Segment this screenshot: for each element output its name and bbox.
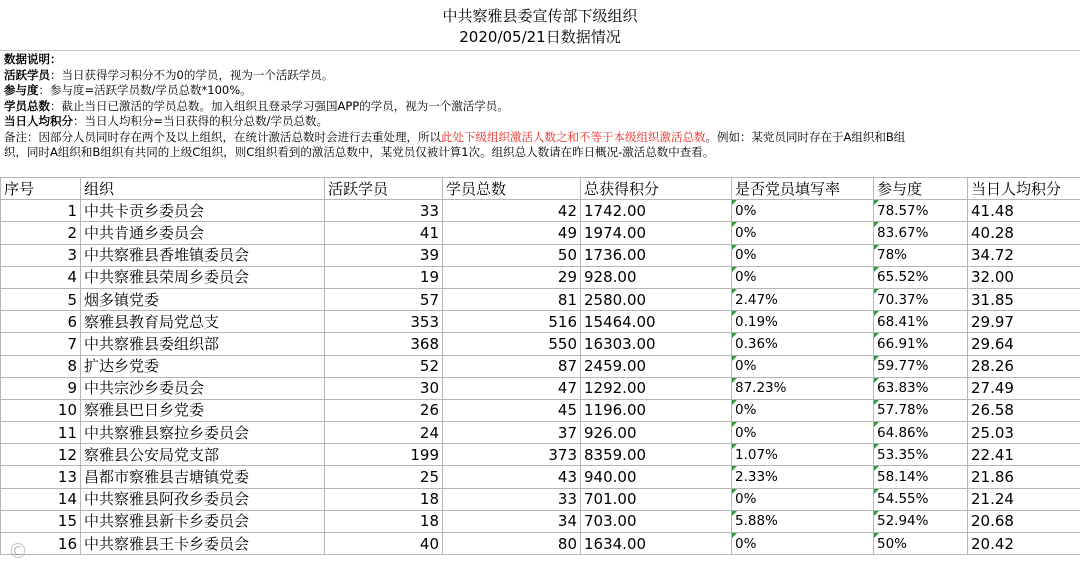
cell-participation[interactable]: 50% [874, 533, 968, 555]
cell-active[interactable]: 24 [325, 422, 443, 444]
participation-text: ：参与度=活跃学员数/学员总数*100%。 [38, 83, 252, 97]
table-row [1, 311, 1080, 333]
cell-fill-rate[interactable]: 1.07% [732, 444, 874, 466]
cell-active[interactable]: 368 [325, 333, 443, 355]
col-header-avg[interactable]: 当日人均积分 [968, 178, 1080, 200]
cell-index[interactable]: 14 [1, 488, 81, 510]
remark-highlight: 此处下级组织激活人数之和不等于本级组织激活总数 [441, 129, 706, 144]
cell-org[interactable]: 中共肯通乡委员会 [81, 222, 325, 244]
cell-participation[interactable]: 53.35% [874, 444, 968, 466]
cell-fill-rate[interactable]: 0% [732, 355, 874, 377]
cell-index[interactable]: 6 [1, 311, 81, 333]
cell-index[interactable]: 11 [1, 422, 81, 444]
cell-index[interactable]: 3 [1, 244, 81, 266]
cell-total[interactable]: 42 [443, 200, 581, 222]
cell-avg[interactable]: 21.24 [968, 488, 1080, 510]
active-label: 活跃学员 [4, 67, 50, 82]
cell-avg[interactable]: 32.00 [968, 266, 1080, 288]
col-header-index[interactable]: 序号 [1, 178, 81, 200]
cell-active[interactable]: 26 [325, 399, 443, 421]
cell-active[interactable]: 57 [325, 288, 443, 310]
col-header-org[interactable]: 组织 [81, 178, 325, 200]
col-header-total[interactable]: 学员总数 [443, 178, 581, 200]
cell-participation[interactable]: 78.57% [874, 200, 968, 222]
cell-total[interactable]: 87 [443, 355, 581, 377]
cell-points[interactable]: 928.00 [581, 266, 732, 288]
cell-participation[interactable]: 78% [874, 244, 968, 266]
cell-fill-rate[interactable]: 0% [732, 244, 874, 266]
page-subtitle: 2020/05/21日数据情况 [459, 28, 621, 46]
table-header-row [1, 178, 1080, 200]
cell-points[interactable]: 703.00 [581, 510, 732, 532]
cell-org[interactable]: 中共察雅县王卡乡委员会 [81, 533, 325, 555]
cell-points[interactable]: 940.00 [581, 466, 732, 488]
cell-org[interactable]: 察雅县巴日乡党委 [81, 399, 325, 421]
cell-total[interactable]: 373 [443, 444, 581, 466]
cell-points[interactable]: 15464.00 [581, 311, 732, 333]
cell-participation[interactable]: 58.14% [874, 466, 968, 488]
cell-org[interactable]: 中共察雅县察拉乡委员会 [81, 422, 325, 444]
cell-total[interactable]: 34 [443, 510, 581, 532]
cell-points[interactable]: 2580.00 [581, 288, 732, 310]
table-row [1, 377, 1080, 399]
table-row [1, 333, 1080, 355]
cell-org[interactable]: 中共卡贡乡委员会 [81, 200, 325, 222]
cell-active[interactable]: 199 [325, 444, 443, 466]
cell-total[interactable]: 81 [443, 288, 581, 310]
table-row [1, 533, 1080, 555]
table-row [1, 466, 1080, 488]
cell-total[interactable]: 33 [443, 488, 581, 510]
cell-participation[interactable]: 59.77% [874, 355, 968, 377]
cell-org[interactable]: 中共宗沙乡委员会 [81, 377, 325, 399]
cell-active[interactable]: 19 [325, 266, 443, 288]
cell-total[interactable]: 50 [443, 244, 581, 266]
table-row [1, 444, 1080, 466]
total-label: 学员总数 [4, 98, 50, 113]
table-row [1, 422, 1080, 444]
cell-participation[interactable]: 64.86% [874, 422, 968, 444]
watermark: © [8, 539, 28, 563]
cell-points[interactable]: 701.00 [581, 488, 732, 510]
cell-points[interactable]: 1196.00 [581, 399, 732, 421]
cell-total[interactable]: 49 [443, 222, 581, 244]
cell-index[interactable]: 7 [1, 333, 81, 355]
avg-text: ：当日人均积分=当日获得的积分总数/学员总数。 [73, 114, 329, 128]
cell-org[interactable]: 扩达乡党委 [81, 355, 325, 377]
cell-avg[interactable]: 40.28 [968, 222, 1080, 244]
cell-org[interactable]: 中共察雅县香堆镇委员会 [81, 244, 325, 266]
cell-total[interactable]: 29 [443, 266, 581, 288]
cell-active[interactable]: 41 [325, 222, 443, 244]
cell-avg[interactable]: 20.68 [968, 510, 1080, 532]
table-row [1, 510, 1080, 532]
cell-index[interactable]: 8 [1, 355, 81, 377]
total-text: ：截止当日已激活的学员总数。加入组织且登录学习强国APP的学员，视为一个激活学员。 [50, 98, 509, 113]
table-row [1, 244, 1080, 266]
table-row [1, 355, 1080, 377]
cell-points[interactable]: 16303.00 [581, 333, 732, 355]
cell-avg[interactable]: 31.85 [968, 288, 1080, 310]
active-text: ：当日获得学习积分不为0的学员，视为一个活跃学员。 [50, 67, 334, 82]
remark-text-b: 。例如：某党员同时存在于A组织和B组 [705, 129, 906, 144]
cell-org[interactable]: 察雅县公安局党支部 [81, 444, 325, 466]
cell-org[interactable]: 中共察雅县阿孜乡委员会 [81, 488, 325, 510]
avg-label: 当日人均积分 [4, 114, 73, 128]
cell-org[interactable]: 昌都市察雅县吉塘镇党委 [81, 466, 325, 488]
cell-participation[interactable]: 68.41% [874, 311, 968, 333]
cell-fill-rate[interactable]: 0% [732, 200, 874, 222]
cell-participation[interactable]: 66.91% [874, 333, 968, 355]
cell-points[interactable]: 1974.00 [581, 222, 732, 244]
cell-avg[interactable]: 34.72 [968, 244, 1080, 266]
cell-points[interactable]: 1292.00 [581, 377, 732, 399]
cell-active[interactable]: 353 [325, 311, 443, 333]
cell-index[interactable]: 9 [1, 377, 81, 399]
cell-points[interactable]: 8359.00 [581, 444, 732, 466]
cell-active[interactable]: 18 [325, 510, 443, 532]
table-row [1, 488, 1080, 510]
cell-points[interactable]: 1736.00 [581, 244, 732, 266]
col-header-active[interactable]: 活跃学员 [325, 178, 443, 200]
data-notes [4, 52, 1076, 161]
cell-points[interactable]: 1634.00 [581, 533, 732, 555]
cell-fill-rate[interactable]: 0% [732, 422, 874, 444]
cell-participation[interactable]: 54.55% [874, 488, 968, 510]
cell-org[interactable]: 烟多镇党委 [81, 288, 325, 310]
cell-participation[interactable]: 70.37% [874, 288, 968, 310]
cell-fill-rate[interactable]: 2.47% [732, 288, 874, 310]
col-header-fill-rate[interactable]: 是否党员填写率 [732, 178, 874, 200]
cell-org[interactable]: 中共察雅县委组织部 [81, 333, 325, 355]
table-row [1, 288, 1080, 310]
cell-fill-rate[interactable]: 2.33% [732, 466, 874, 488]
cell-total[interactable]: 550 [443, 333, 581, 355]
cell-active[interactable]: 30 [325, 377, 443, 399]
participation-label: 参与度 [4, 83, 39, 97]
cell-org[interactable]: 中共察雅县荣周乡委员会 [81, 266, 325, 288]
title-block [0, 0, 1080, 51]
cell-total[interactable]: 43 [443, 466, 581, 488]
cell-active[interactable]: 39 [325, 244, 443, 266]
notes-heading: 数据说明： [4, 52, 62, 66]
cell-avg[interactable]: 20.42 [968, 533, 1080, 555]
table-row [1, 399, 1080, 421]
table-row [1, 222, 1080, 244]
cell-participation[interactable]: 52.94% [874, 510, 968, 532]
cell-active[interactable]: 18 [325, 488, 443, 510]
cell-points[interactable]: 926.00 [581, 422, 732, 444]
table-body [1, 200, 1080, 555]
cell-avg[interactable]: 25.03 [968, 422, 1080, 444]
cell-fill-rate[interactable]: 0% [732, 399, 874, 421]
cell-avg[interactable]: 21.86 [968, 466, 1080, 488]
col-header-participation[interactable]: 参与度 [874, 178, 968, 200]
cell-participation[interactable]: 63.83% [874, 377, 968, 399]
cell-index[interactable]: 16 [1, 533, 81, 555]
cell-avg[interactable]: 29.64 [968, 333, 1080, 355]
cell-org[interactable]: 中共察雅县新卡乡委员会 [81, 510, 325, 532]
table-row [1, 266, 1080, 288]
cell-active[interactable]: 33 [325, 200, 443, 222]
cell-fill-rate[interactable]: 0.19% [732, 311, 874, 333]
page-title: 中共察雅县委宣传部下级组织 [442, 7, 638, 25]
cell-points[interactable]: 1742.00 [581, 200, 732, 222]
cell-total[interactable]: 516 [443, 311, 581, 333]
cell-avg[interactable]: 27.49 [968, 377, 1080, 399]
cell-fill-rate[interactable]: 0% [732, 488, 874, 510]
cell-participation[interactable]: 65.52% [874, 266, 968, 288]
cell-fill-rate[interactable]: 0% [732, 266, 874, 288]
cell-index[interactable]: 12 [1, 444, 81, 466]
col-header-points[interactable]: 总获得积分 [581, 178, 732, 200]
cell-total[interactable]: 80 [443, 533, 581, 555]
cell-avg[interactable]: 28.26 [968, 355, 1080, 377]
cell-active[interactable]: 25 [325, 466, 443, 488]
cell-fill-rate[interactable]: 0% [732, 222, 874, 244]
cell-fill-rate[interactable]: 0% [732, 533, 874, 555]
cell-points[interactable]: 2459.00 [581, 355, 732, 377]
org-table [0, 177, 1080, 555]
cell-active[interactable]: 52 [325, 355, 443, 377]
cell-fill-rate[interactable]: 87.23% [732, 377, 874, 399]
cell-avg[interactable]: 41.48 [968, 200, 1080, 222]
cell-active[interactable]: 40 [325, 533, 443, 555]
cell-total[interactable]: 47 [443, 377, 581, 399]
cell-fill-rate[interactable]: 0.36% [732, 333, 874, 355]
remark-text-c: 织，同时A组织和B组织有共同的上级C组织，则C组织看到的激活总数中，某党员仅被计算1次。组织总人数请在昨日概况-激活总数中查看。 [4, 145, 715, 159]
cell-index[interactable]: 4 [1, 266, 81, 288]
cell-avg[interactable]: 26.58 [968, 399, 1080, 421]
cell-participation[interactable]: 57.78% [874, 399, 968, 421]
cell-total[interactable]: 45 [443, 399, 581, 421]
cell-avg[interactable]: 29.97 [968, 311, 1080, 333]
cell-index[interactable]: 13 [1, 466, 81, 488]
cell-index[interactable]: 15 [1, 510, 81, 532]
cell-total[interactable]: 37 [443, 422, 581, 444]
table-row [1, 200, 1080, 222]
remark-text-a: 备注：因部分人员同时存在两个及以上组织，在统计激活总数时会进行去重处理，所以 [4, 129, 441, 144]
cell-fill-rate[interactable]: 5.88% [732, 510, 874, 532]
cell-index[interactable]: 10 [1, 399, 81, 421]
cell-index[interactable]: 2 [1, 222, 81, 244]
cell-index[interactable]: 1 [1, 200, 81, 222]
cell-index[interactable]: 5 [1, 288, 81, 310]
cell-participation[interactable]: 83.67% [874, 222, 968, 244]
cell-avg[interactable]: 22.41 [968, 444, 1080, 466]
cell-org[interactable]: 察雅县教育局党总支 [81, 311, 325, 333]
